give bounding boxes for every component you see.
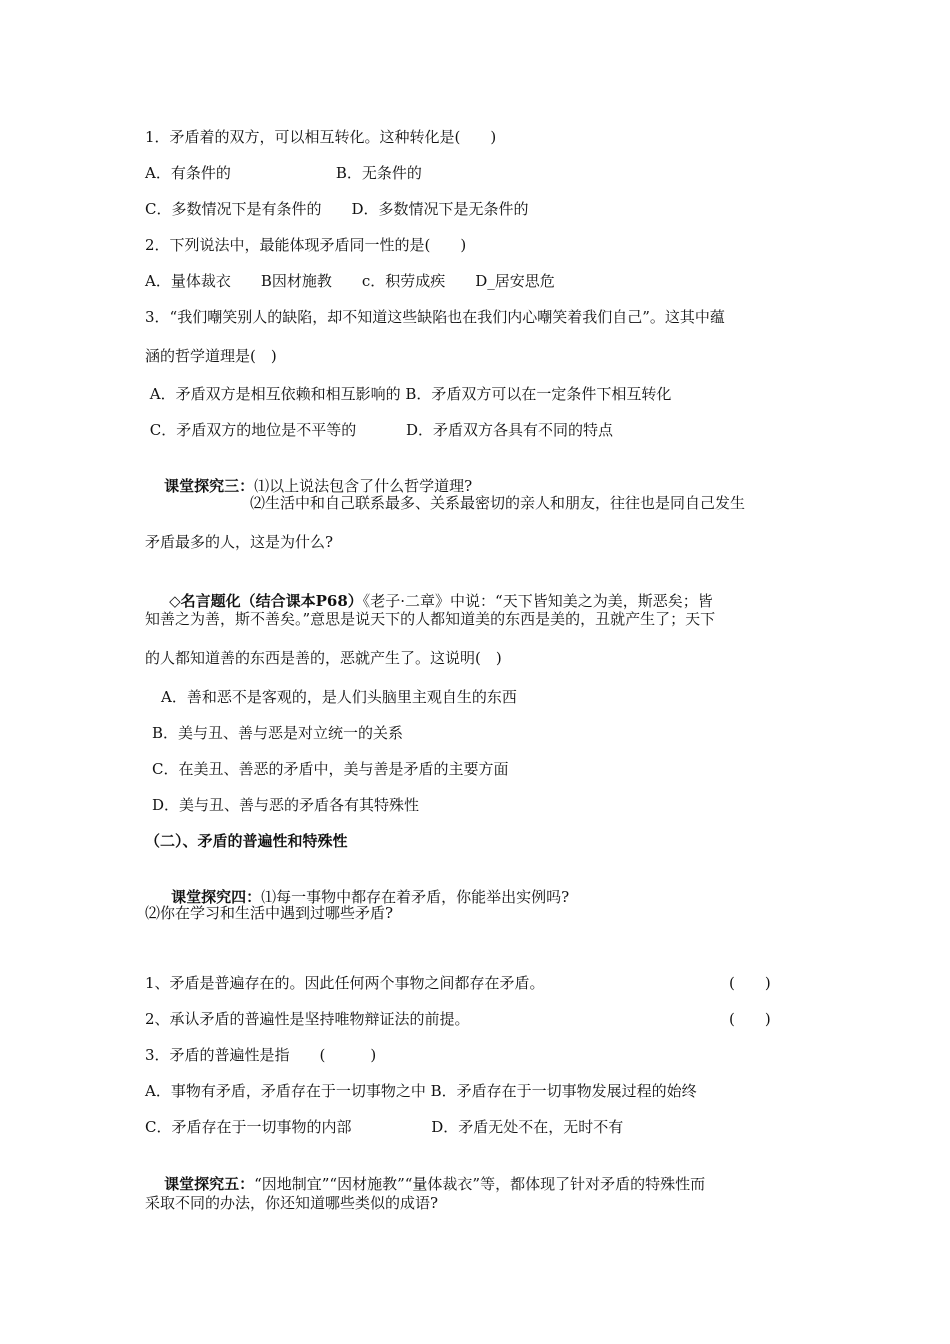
inquiry-four-heading: 课堂探究四： (171, 888, 262, 906)
judge-1: 1、矛盾是普遍存在的。因此任何两个事物之间都存在矛盾。 (145, 974, 545, 992)
inquiry-four-q2: ⑵你在学习和生活中遇到过哪些矛盾? (145, 904, 394, 922)
q3b-options-ab: A．事物有矛盾，矛盾存在于一切事物之中 B．矛盾存在于一切事物发展过程的始终 (145, 1082, 697, 1100)
section-two-heading: （二）、矛盾的普遍性和特殊性 (145, 832, 348, 850)
judge-2: 2、承认矛盾的普遍性是坚持唯物辩证法的前提。 (145, 1010, 470, 1028)
quote-question-heading: ◇名言题化（结合课本P68） (169, 592, 363, 610)
inquiry-five-text: “因地制宜”“因材施教”“量体裁衣”等，都体现了针对矛盾的特殊性而 (254, 1175, 706, 1193)
inquiry-three-q1: ⑴以上说法包含了什么哲学道理? (254, 477, 473, 495)
inquiry-three-q2-line2: 矛盾最多的人，这是为什么? (145, 533, 334, 551)
q3-options-ab: A．矛盾双方是相互依赖和相互影响的 B．矛盾双方可以在一定条件下相互转化 (145, 385, 672, 403)
q1-options-cd: C．多数情况下是有条件的 D．多数情况下是无条件的 (145, 200, 529, 218)
q3b-options-cd: C．矛盾存在于一切事物的内部 D．矛盾无处不在，无时不有 (145, 1118, 624, 1136)
q3b-stem: 3．矛盾的普遍性是指 ( ) (145, 1046, 377, 1064)
judge-1-answer-blank: ( ) (729, 974, 771, 992)
q3-options-cd: C．矛盾双方的地位是不平等的 D．矛盾双方各具有不同的特点 (145, 421, 614, 439)
inquiry-three-heading: 课堂探究三： (164, 477, 255, 495)
inquiry-three-q2-line1: ⑵生活中和自己联系最多、关系最密切的亲人和朋友，往往也是同自己发生 (250, 494, 746, 512)
quote-question-line3: 的人都知道善的东西是善的，恶就产生了。这说明( ) (145, 649, 502, 667)
q3-stem-line1: 3．“我们嘲笑别人的缺陷，却不知道这些缺陷也在我们内心嘲笑着我们自己”。这其中蕴 (145, 308, 725, 326)
inquiry-five-heading: 课堂探究五： (164, 1175, 255, 1193)
q1-options-ab: A．有条件的 B．无条件的 (145, 164, 422, 182)
inquiry-four-q1: ⑴每一事物中都存在着矛盾，你能举出实例吗? (261, 888, 570, 906)
quote-option-c: C．在美丑、善恶的矛盾中，美与善是矛盾的主要方面 (152, 760, 509, 778)
quote-option-a: A．善和恶不是客观的，是人们头脑里主观自生的东西 (161, 688, 517, 706)
inquiry-five-line2: 采取不同的办法，你还知道哪些类似的成语? (145, 1194, 439, 1212)
judge-2-answer-blank: ( ) (729, 1010, 771, 1028)
q1-stem: 1．矛盾着的双方，可以相互转化。这种转化是( ) (145, 128, 497, 146)
quote-question-text: 《老子·二章》中说：“天下皆知美之为美，斯恶矣；皆 (362, 592, 713, 610)
quote-option-d: D．美与丑、善与恶的矛盾各有其特殊性 (152, 796, 420, 814)
q2-options: A．量体裁衣 B因材施教 c．积劳成疾 D_居安思危 (145, 272, 555, 290)
q3-stem-line2: 涵的哲学道理是( ) (145, 347, 277, 365)
quote-question-line2: 知善之为善，斯不善矣。”意思是说天下的人都知道美的东西是美的，丑就产生了；天下 (145, 610, 716, 628)
quote-option-b: B．美与丑、善与恶是对立统一的关系 (152, 724, 404, 742)
q2-stem: 2．下列说法中，最能体现矛盾同一性的是( ) (145, 236, 467, 254)
